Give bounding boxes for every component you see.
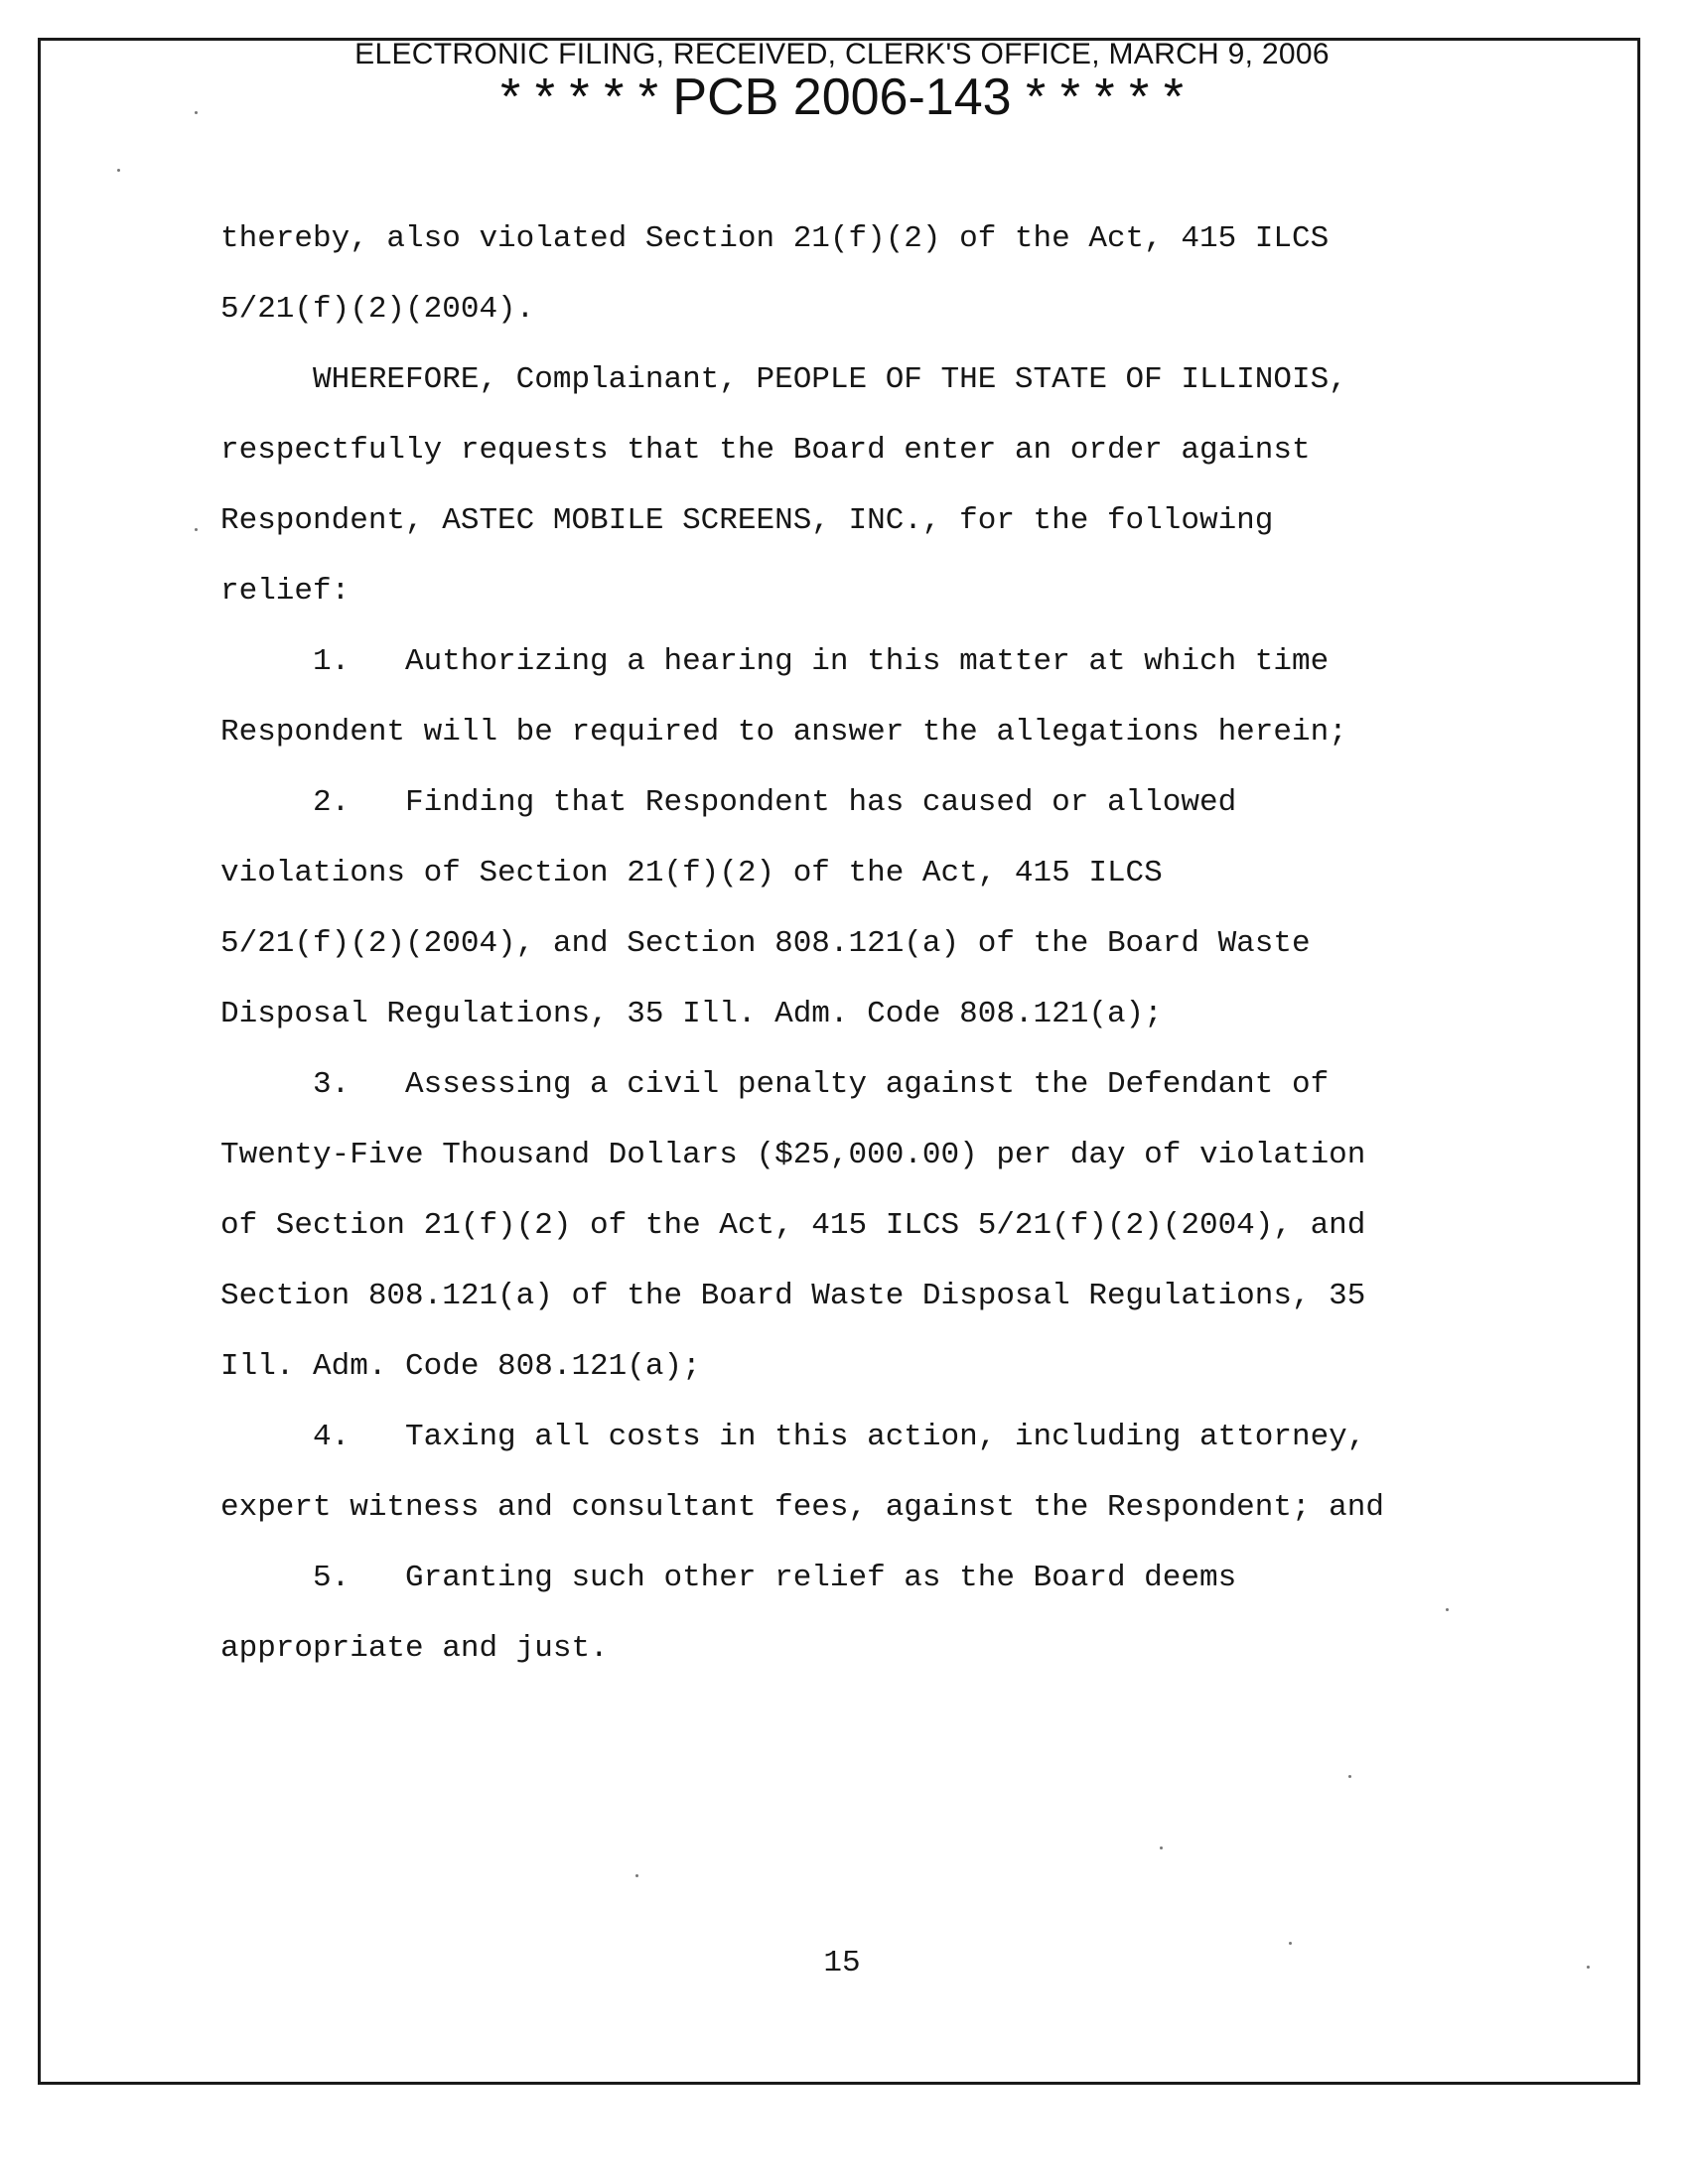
- scan-speck: [1348, 1775, 1351, 1778]
- filing-stamp: [0, 38, 1684, 126]
- case-number: * * * * * PCB 2006-143 * * * * *: [500, 68, 1184, 126]
- filing-notice: ELECTRONIC FILING, RECEIVED, CLERK'S OFFICE, MARCH 9, 2006: [354, 38, 1330, 70]
- body-line: 4. Taxing all costs in this action, including attorney,: [220, 1420, 1366, 1454]
- body-line: relief:: [220, 574, 351, 609]
- page-number: 15: [823, 1946, 861, 1980]
- scan-speck: [1587, 1966, 1590, 1969]
- body-line: 5. Granting such other relief as the Board deems: [220, 1561, 1237, 1595]
- document-body: [220, 216, 1472, 1697]
- body-line: Twenty-Five Thousand Dollars ($25,000.00) per day of violation: [220, 1138, 1366, 1172]
- body-line: 5/21(f)(2)(2004), and Section 808.121(a) of the Board Waste: [220, 926, 1311, 961]
- scan-speck: [1160, 1846, 1163, 1849]
- body-line: 2. Finding that Respondent has caused or allowed: [220, 785, 1237, 820]
- scan-speck: [195, 528, 198, 531]
- scan-speck: [117, 169, 120, 172]
- body-line: violations of Section 21(f)(2) of the Act, 415 ILCS: [220, 856, 1163, 890]
- scan-speck: [1289, 1942, 1292, 1945]
- body-line: of Section 21(f)(2) of the Act, 415 ILCS 5/21(f)(2)(2004), and: [220, 1208, 1366, 1243]
- scan-speck: [1446, 1608, 1449, 1611]
- body-line: respectfully requests that the Board enter an order against: [220, 433, 1311, 468]
- scan-speck: [635, 1874, 638, 1877]
- body-line: 3. Assessing a civil penalty against the Defendant of: [220, 1067, 1330, 1102]
- body-line: Respondent will be required to answer the allegations herein;: [220, 715, 1347, 750]
- body-line: Respondent, ASTEC MOBILE SCREENS, INC., for the following: [220, 503, 1274, 538]
- body-line: appropriate and just.: [220, 1631, 609, 1666]
- body-line: thereby, also violated Section 21(f)(2) of the Act, 415 ILCS: [220, 221, 1330, 256]
- body-line: Section 808.121(a) of the Board Waste Disposal Regulations, 35: [220, 1279, 1366, 1313]
- body-line: Ill. Adm. Code 808.121(a);: [220, 1349, 701, 1384]
- body-line: 5/21(f)(2)(2004).: [220, 292, 535, 327]
- body-line: WHEREFORE, Complainant, PEOPLE OF THE STATE OF ILLINOIS,: [220, 362, 1347, 397]
- body-line: 1. Authorizing a hearing in this matter at which time: [220, 644, 1330, 679]
- body-line: Disposal Regulations, 35 Ill. Adm. Code 808.121(a);: [220, 997, 1163, 1031]
- body-line: expert witness and consultant fees, against the Respondent; and: [220, 1490, 1384, 1525]
- scan-speck: [195, 111, 198, 114]
